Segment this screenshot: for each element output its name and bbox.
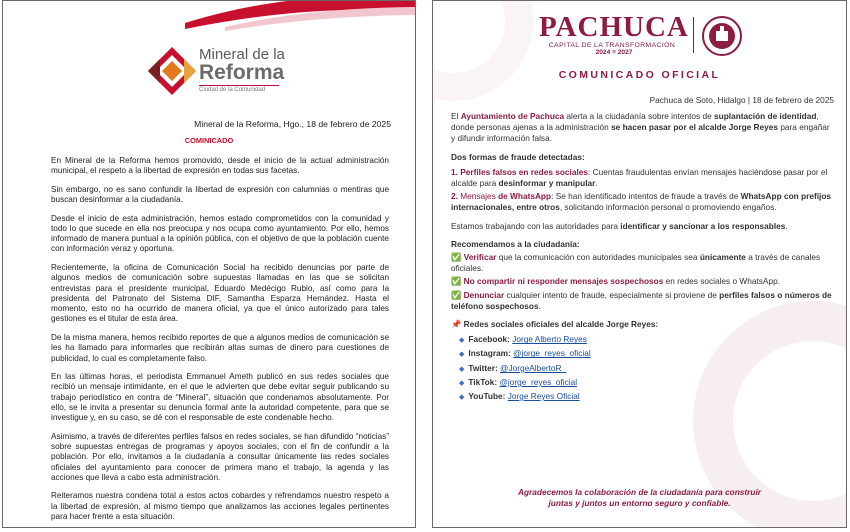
paragraph: En las últimas horas, el periodista Emmanuel Ameth publicó en sus redes sociales que recibió un mensaje intimidante, en el que le advierten que debe evitar seguir publicando su trabajo periodístico en contra de “Mineral”, situación que condenamos absolutamente. Por ello, se le invita a presentar su denuncia formal ante la autoridad competente, para que se investigue y, en su caso, se dé con el responsable de este condenable hecho.	[51, 371, 389, 423]
footer-line2: juntas y juntos un entorno seguro y confiable.	[548, 498, 731, 508]
working-paragraph: Estamos trabajando con las autoridades para identificar y sancionar a los responsables.	[451, 220, 788, 231]
pachuca-logo	[539, 13, 689, 56]
mineral-reforma-logo-text	[199, 47, 285, 93]
social-item-youtube: ◆ YouTube: Jorge Reyes Oficial	[459, 391, 580, 402]
youtube-link[interactable]: Jorge Reyes Oficial	[507, 391, 580, 402]
logo-line2: Reforma	[199, 61, 285, 84]
twitter-link[interactable]: @JorgeAlbertoR_	[500, 362, 567, 373]
bullet-icon: ◆	[459, 337, 465, 345]
right-body	[451, 111, 832, 405]
paragraph: Reiteramos nuestra condena total a estos actos cobardes y refrendamos nuestro respeto a la libertad de expresión, al mismo tiempo que analizamos las acciones legales pertinentes para hacer frente a esta situación.	[51, 491, 389, 521]
social-item-twitter: ◆ Twitter: @JorgeAlbertoR_	[459, 362, 567, 373]
check-icon: ✅	[451, 252, 462, 263]
logo-subtitle: CAPITAL DE LA TRANSFORMACIÓN	[548, 42, 676, 49]
social-heading: 📌 Redes sociales oficiales del alcalde Jorge Reyes:	[451, 319, 659, 330]
intro-paragraph: El Ayuntamiento de Pachuca alerta a la ciudadanía sobre intentos de suplantación de identidad, donde personas ajenas a la administración se hacen pasar por el alcalde Jorge Reyes para engañar y difundir información falsa.	[451, 111, 830, 144]
bullet-icon: ◆	[459, 365, 465, 373]
municipal-seal-icon	[701, 15, 743, 57]
paragraph: Recientemente, la oficina de Comunicación Social ha recibido denuncias por parte de algunos medios de comunicación sobre supuestas llamadas en las que se solicitan entrevistas para el presidente municipal, Eduardo Medécigo Rubio, así como para la presidenta del Patronato del Sistema DIF, Samantha Esparza Hernández. Hasta el momento, esto no ha ocurrido de manera oficial, ya que el único autorizado para tales gestiones es el titular de esta área.	[51, 262, 389, 324]
social-item-facebook: ◆ Facebook: Jorge Alberto Reyes	[459, 334, 587, 345]
social-item-instagram: ◆ Instagram: @jorge_reyes_oficial	[459, 348, 591, 359]
paragraph: En Mineral de la Reforma hemos promovido, desde el inicio de la actual administración municipal, el respeto a la libertad de expresión en todas sus facetas.	[51, 156, 389, 176]
right-footer	[473, 487, 806, 509]
recommend-item-1: ✅ Verificar que la comunicación con autoridades municipales sea únicamente a través de canales oficiales.	[451, 252, 821, 274]
social-item-tiktok: ◆ TikTok: @jorge_reyes_oficial	[459, 376, 578, 387]
facebook-link[interactable]: Jorge Alberto Reyes	[512, 334, 587, 345]
pin-icon: 📌	[451, 319, 462, 330]
instagram-link[interactable]: @jorge_reyes_oficial	[513, 348, 591, 359]
recommend-heading: Recomendamos a la ciudadanía:	[451, 238, 580, 249]
fraud-item-2: 2. Mensajes de WhatsApp: Se han identificado intentos de fraude a través de WhatsApp con prefijos internacionales, entre otros, solicitando información personal o promoviendo engaños.	[451, 191, 832, 213]
logo-title: PACHUCA	[539, 11, 689, 43]
bullet-icon: ◆	[459, 394, 465, 402]
fraud-heading: Dos formas de fraude detectadas:	[451, 151, 585, 162]
right-heading: COMUNICADO OFICIAL	[558, 69, 721, 81]
bullet-icon: ◆	[459, 379, 465, 387]
check-icon: ✅	[451, 289, 462, 300]
paragraph: De la misma manera, hemos recibido reportes de que a algunos medios de comunicación se les ha llamado para informarles que recibirán altas sumas de dinero para cuestiones de publicidad, lo cual es completamente falso.	[51, 332, 389, 363]
tiktok-link[interactable]: @jorge_reyes_oficial	[499, 376, 578, 387]
background-circle-decoration	[432, 0, 533, 101]
mineral-reforma-statement-page	[2, 0, 416, 528]
check-icon: ✅	[451, 276, 462, 287]
fraud-item-1: 1. Perfiles falsos en redes sociales: Cuentas fraudulentas envían mensajes haciéndose pasar por el alcalde para desinformar y manipular.	[451, 166, 828, 189]
left-heading: COMINICADO	[184, 136, 234, 145]
header-swoosh-decoration	[185, 0, 416, 33]
paragraph: Sin embargo, no es sano confundir la libertad de expresión con calumnias o mentiras que buscan desinformar a la ciudadanía.	[51, 184, 389, 205]
logo-line1: Mineral de la	[199, 46, 285, 63]
logo-years: 2024 ≡ 2027	[595, 49, 633, 56]
recommend-item-3: ✅ Denunciar cualquier intento de fraude, especialmente si proviene de perfiles falsos o números de teléfono sospechosos.	[451, 289, 832, 311]
pachuca-official-statement-page	[432, 0, 847, 528]
paragraph: Asimismo, a través de diferentes perfiles falsos en redes sociales, se han difundido “noticias” sobre supuestas entregas de programas y apoyos sociales, con el fin de confundir a la población. Por ello, invitamos a la ciudadanía a consultar únicamente las redes sociales oficiales del ayuntamiento para conocer de primera mano el trabajo, la agenda y las acciones que lleva a cabo esta administración.	[51, 431, 389, 482]
left-body	[51, 156, 389, 528]
bullet-icon: ◆	[459, 351, 465, 359]
recommend-item-2: ✅ No compartir ni responder mensajes sospechosos en redes sociales o WhatsApp.	[451, 276, 780, 287]
right-date: Pachuca de Soto, Hidalgo | 18 de febrero de 2025	[649, 95, 834, 105]
paragraph: Desde el inicio de esta administración, hemos estado comprometidos con la comunidad y todo lo que sucede en ella nos preocupa y nos ocupa como ayuntamiento. Por ello, hemos informado de manera puntual a la opinión pública, con el objetivo de que la población cuente con información veraz y oportuna.	[51, 213, 389, 254]
left-date: Mineral de la Reforma, Hgo., 18 de febrero de 2025	[194, 119, 391, 129]
logo-divider	[693, 17, 694, 53]
social-list	[451, 334, 832, 403]
footer-line1: Agradecemos la colaboración de la ciudadanía para construir	[518, 487, 761, 497]
logo-tagline: Ciudad de la Comunidad	[199, 85, 279, 93]
